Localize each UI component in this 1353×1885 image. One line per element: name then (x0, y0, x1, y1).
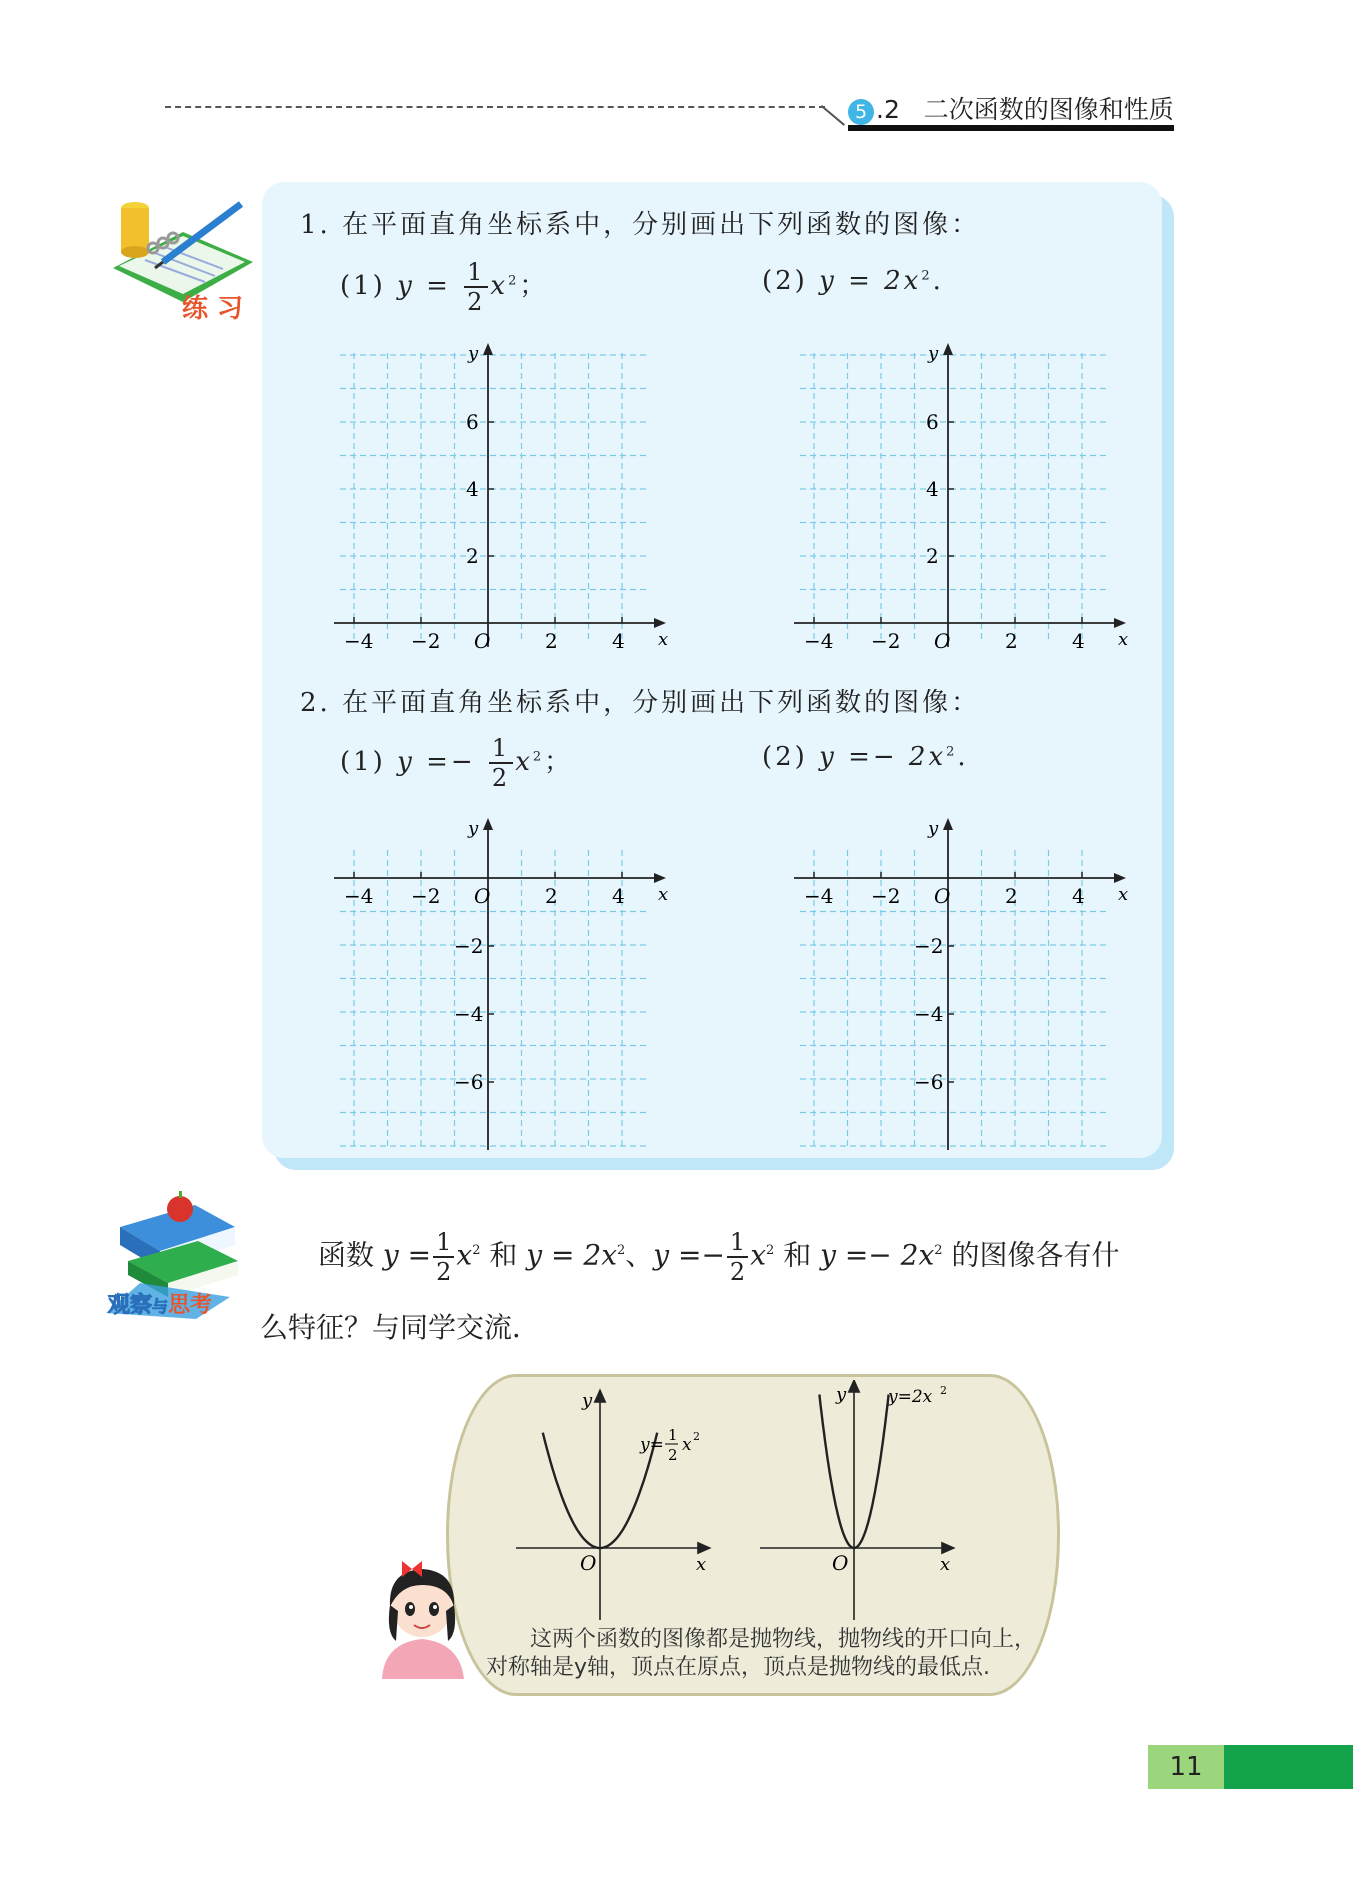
grid-x-label: x (658, 629, 669, 650)
grid-q1-part2 (790, 335, 1130, 665)
grid-y-arrow (483, 343, 493, 355)
grid-y-tick: 4 (466, 477, 479, 501)
grid-x-tick: 2 (545, 884, 558, 908)
observe-frac1-num: 1 (433, 1228, 454, 1258)
q1-part1-x: x (490, 271, 509, 301)
grid-y-tick: −6 (454, 1070, 484, 1094)
fig2-y-label: y (836, 1384, 847, 1405)
grid-x-tick: −2 (411, 884, 441, 908)
q2-part1-den: 2 (491, 764, 511, 792)
observe-t1: 函数 (318, 1238, 375, 1272)
q2-part1 (340, 734, 573, 792)
observe-y2: y = 2x (526, 1238, 617, 1272)
exercise-icon-label: 练 习 (182, 294, 244, 324)
q2-part1-x: x (515, 747, 533, 777)
grid-x-tick: 4 (612, 884, 625, 908)
parabola-figure (510, 1380, 980, 1620)
q1-text: 1. 在平面直角坐标系中，分别画出下列函数的图像： (300, 210, 981, 240)
q2-part1-lhs: y =− (397, 747, 476, 777)
grid-x-tick: −4 (344, 884, 374, 908)
observe-y-eq: y = (382, 1238, 432, 1272)
grid-y-arrow (943, 343, 953, 355)
fig1-label-x: x (682, 1435, 692, 1455)
observe-frac1-den: 2 (436, 1258, 452, 1286)
grid-y-arrow (483, 818, 493, 830)
grid-x-tick: −4 (804, 884, 834, 908)
q1-part2 (762, 266, 944, 296)
grid-x-tick: 2 (1005, 884, 1018, 908)
q1-part1 (340, 258, 548, 316)
q1-part2-expr: y = 2x (819, 266, 922, 296)
grid-x-tick: O (934, 629, 951, 653)
observe-icon-label (108, 1288, 212, 1319)
q2-part1-num: 1 (489, 734, 513, 764)
observe-frac2-num: 1 (727, 1228, 748, 1258)
grid-y-tick: 6 (466, 410, 479, 434)
grid-x-tick: −4 (804, 629, 834, 653)
grid-x-tick: 4 (612, 629, 625, 653)
observe-frac2-den: 2 (729, 1258, 746, 1286)
grid-x-tick: 4 (1072, 629, 1085, 653)
q1-part1-end: ； (519, 271, 549, 301)
q2-part2-end: . (957, 742, 969, 772)
grid-x-label: x (1118, 884, 1129, 905)
grid-y-label: y (928, 818, 939, 839)
grid-x-tick: −2 (871, 629, 901, 653)
q1-part1-sq: 2 (508, 273, 520, 289)
observe-label-a: 观察 (108, 1293, 153, 1318)
fig1-label-num: 1 (668, 1426, 678, 1444)
bubble-caption-line2: 对称轴是y轴，顶点在原点，顶点是抛物线的最低点. (486, 1655, 991, 1680)
grid-q1-part1 (330, 335, 670, 665)
q2-part1-fraction (489, 734, 513, 792)
bubble-caption-line1: 这两个函数的图像都是抛物线，抛物线的开口向上， (530, 1627, 1037, 1652)
observe-frac1 (433, 1228, 454, 1286)
section-number-badge: 5 (848, 99, 874, 125)
q1-part1-num: 1 (464, 258, 488, 288)
observe-x2: x (750, 1238, 766, 1272)
observe-sq3: 2 (766, 1243, 775, 1259)
grid-y-tick: 6 (926, 410, 939, 434)
q1-part2-sq: 2 (921, 268, 933, 284)
grid-y-label: y (928, 343, 939, 364)
grid-y-tick: −6 (914, 1070, 944, 1094)
fig2-x-label: x (940, 1554, 951, 1575)
grid-x-tick: 4 (1072, 884, 1085, 908)
girl-avatar (372, 1555, 472, 1680)
grid-y-tick: −4 (914, 1002, 944, 1026)
observe-and1: 和 (489, 1238, 518, 1272)
observe-x1: x (456, 1238, 473, 1272)
q1-part2-end: . (932, 266, 944, 296)
fig2-label-sq: 2 (940, 1384, 947, 1397)
grid-x-label: x (658, 884, 669, 905)
grid-y-label: y (468, 818, 479, 839)
grid-x-tick: −2 (411, 629, 441, 653)
observe-and2: 和 (783, 1238, 812, 1272)
grid-x-arrow (654, 618, 666, 628)
grid-x-arrow (1114, 873, 1126, 883)
grid-x-arrow (654, 873, 666, 883)
fig1-origin: O (580, 1551, 597, 1575)
grid-y-tick: 2 (466, 544, 479, 568)
fig1-label-den: 2 (668, 1446, 678, 1464)
q2-part2-expr: y =− 2x (819, 742, 947, 772)
q1-part2-prefix: (2) (762, 266, 808, 296)
section-heading (848, 90, 1174, 126)
section-title: 二次函数的图像和性质 (923, 95, 1174, 124)
grid-x-tick: −4 (344, 629, 374, 653)
grid-x-tick: O (474, 884, 491, 908)
observe-line1 (318, 1228, 1119, 1286)
header-rule-slant (821, 105, 845, 126)
grid-q2-part1 (330, 810, 670, 1150)
grid-y-tick: −2 (454, 934, 484, 958)
header-dashed-rule (165, 106, 825, 108)
observe-label-b: 与 (152, 1297, 169, 1316)
grid-y-tick: −4 (454, 1002, 484, 1026)
grid-y-tick: 4 (926, 477, 939, 501)
header-bar (848, 125, 1174, 131)
observe-label-c: 思考 (168, 1293, 213, 1318)
q2-part1-sq: 2 (532, 749, 545, 765)
q2-text: 2. 在平面直角坐标系中，分别画出下列函数的图像： (300, 688, 981, 718)
observe-end: 的图像各有什 (951, 1238, 1120, 1272)
observe-yneg2: y =− 2x (820, 1238, 935, 1272)
q1-part1-den: 2 (467, 288, 486, 316)
grid-q2-part2 (790, 810, 1130, 1150)
fig1-x-label: x (696, 1554, 707, 1575)
grid-y-tick: −2 (914, 934, 944, 958)
fig2-label: y=2x (888, 1387, 933, 1407)
grid-x-tick: O (934, 884, 951, 908)
fig1-label-sq: 2 (693, 1430, 700, 1443)
grid-x-tick: 2 (1005, 629, 1018, 653)
fig2-origin: O (832, 1551, 849, 1575)
q2-part2-sq: 2 (946, 744, 958, 760)
q2-part1-end: ； (544, 747, 574, 777)
observe-sq2: 2 (616, 1243, 626, 1259)
observe-line2: 么特征？与同学交流． (260, 1311, 541, 1344)
grid-x-tick: −2 (871, 884, 901, 908)
observe-sq1: 2 (472, 1243, 481, 1259)
grid-y-arrow (943, 818, 953, 830)
page-number: 11 (1148, 1745, 1224, 1789)
fig1-y-label: y (582, 1390, 593, 1411)
q1-part1-fraction (464, 258, 488, 316)
observe-sep: 、 (625, 1238, 654, 1272)
grid-x-tick: 2 (545, 629, 558, 653)
observe-frac2 (727, 1228, 748, 1286)
grid-y-tick: 2 (926, 544, 939, 568)
q2-part2-prefix: (2) (762, 742, 808, 772)
grid-x-arrow (1114, 618, 1126, 628)
grid-x-label: x (1118, 629, 1129, 650)
q1-part1-prefix: (1) (340, 271, 386, 301)
observe-yneg: y =− (653, 1238, 725, 1272)
page-number-bar (1224, 1745, 1353, 1789)
section-number-suffix: .2 (876, 95, 900, 124)
fig1-label-pre: y= (640, 1435, 664, 1455)
grid-y-label: y (468, 343, 479, 364)
grid-x-tick: O (474, 629, 491, 653)
observe-sq4: 2 (934, 1243, 943, 1259)
q1-part1-lhs: y = (397, 271, 451, 301)
q2-part2 (762, 742, 969, 772)
q2-part1-prefix: (1) (340, 747, 386, 777)
